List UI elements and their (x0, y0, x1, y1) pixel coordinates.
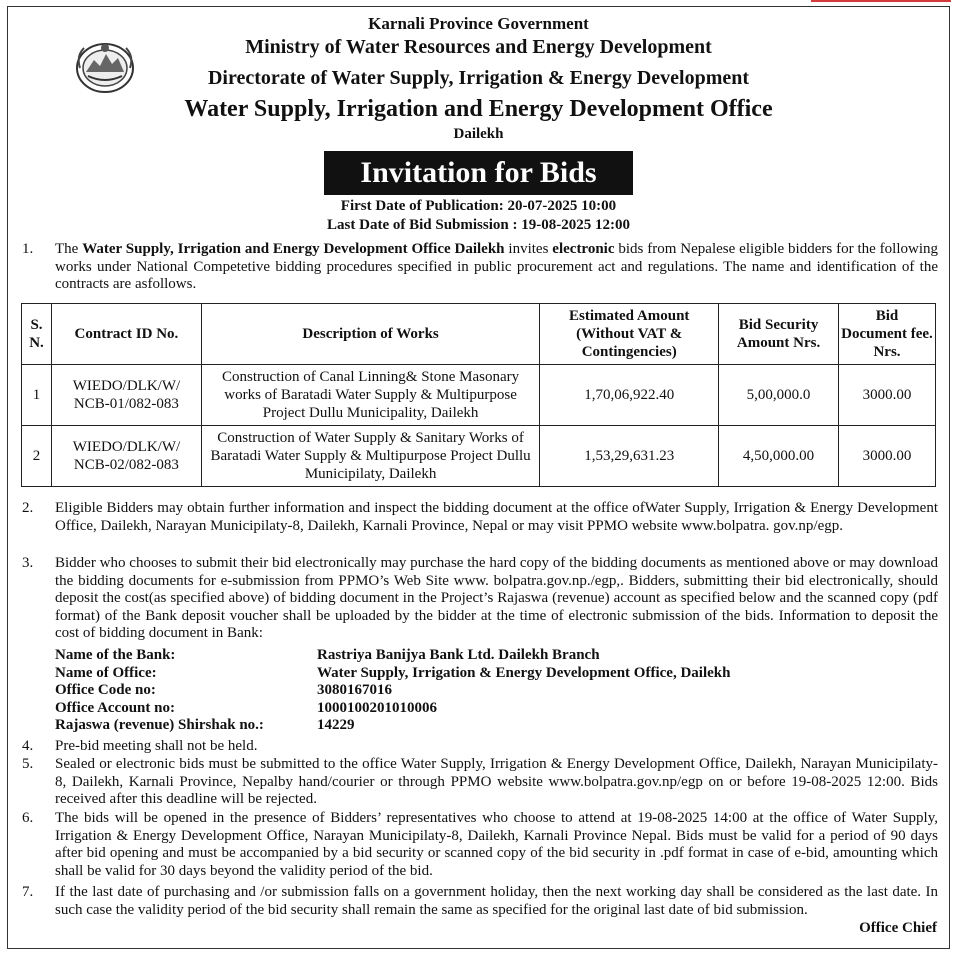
clause-number: 7. (22, 884, 34, 900)
office-account-value: 1000100201010006 (317, 699, 437, 716)
rajaswa-value: 14229 (317, 717, 355, 734)
publication-date: First Date of Publication: 20-07-2025 10:00 (340, 198, 617, 214)
cell-fee: 3000.00 (839, 365, 936, 426)
bank-name-value: Rastriya Banijya Bank Ltd. Dailekh Branch (317, 647, 600, 663)
clause-text-part: The (55, 241, 83, 257)
header-security: Bid Security Amount Nrs. (719, 304, 839, 365)
clause-number: 6. (22, 810, 34, 826)
table-row (22, 426, 936, 487)
header-fee: Bid Document fee. Nrs. (839, 304, 936, 365)
clause-number: 1. (22, 241, 34, 257)
clause-number: 5. (22, 756, 34, 772)
table-header-row (22, 304, 936, 365)
cell-contract: WIEDO/DLK/W/ NCB-02/082-083 (51, 426, 201, 487)
cell-sn: 2 (22, 426, 52, 487)
cell-security: 5,00,000.0 (719, 365, 839, 426)
cell-description: Construction of Water Supply & Sanitary Works of Baratadi Water Supply & Multipurpose Project Dullu Municipilaty, Dailekh (201, 426, 539, 487)
clause-text: If the last date of purchasing and /or submission falls on a government holiday, then the next working day shall be considered as the last date. In such case the validity period of the bid security shall remain the same as specified for the original last date of bid submission. (55, 884, 938, 918)
district-heading: Dailekh (453, 126, 504, 142)
clause-text-part: bids from Nepalese eligible bidders for the following works under National Competetive bidding procedures specified in public procurement act and regulations. The name and identification of the contracts are asfollows. (55, 241, 938, 293)
cell-sn: 1 (22, 365, 52, 426)
cell-security: 4,50,000.00 (719, 426, 839, 487)
header-description: Description of Works (201, 304, 539, 365)
clause-text: Sealed or electronic bids must be submitted to the office Water Supply, Irrigation & Energy Development Office, Dailekh, Narayan Municipilaty-8, Dailekh, Karnali Province, Nepalby hand/courier or through PPMO website www.bolpatra.gov.np/egp on or before 19-08-2025 12:00. Bids received after this deadline will be rejected. (55, 756, 938, 808)
page-title: Invitation for Bids (324, 151, 633, 195)
clause-number: 2. (22, 500, 34, 516)
clause-5 (22, 756, 938, 809)
office-name-bold: Water Supply, Irrigation and Energy Development Office Dailekh (82, 241, 505, 257)
submission-deadline: Last Date of Bid Submission : 19-08-2025 12:00 (327, 217, 630, 233)
clause-text-part: invites (504, 241, 553, 257)
office-code-label: Office Code no: (55, 682, 156, 699)
office-name-value: Water Supply, Irrigation & Energy Development Office, Dailekh (317, 664, 731, 681)
clause-2 (22, 500, 938, 535)
directorate-heading: Directorate of Water Supply, Irrigation & Energy Development (207, 67, 750, 89)
bank-name-label: Name of the Bank: (55, 647, 176, 663)
header-contract: Contract ID No. (51, 304, 201, 365)
clause-text: Pre-bid meeting shall not be held. (55, 738, 258, 754)
clause-6 (22, 810, 938, 880)
clause-number: 3. (22, 555, 34, 571)
top-accent-line (811, 0, 951, 2)
cell-fee: 3000.00 (839, 426, 936, 487)
header-sn: S. N. (22, 304, 52, 365)
header-amount: Estimated Amount (Without VAT & Contingencies) (540, 304, 719, 365)
ministry-heading: Ministry of Water Resources and Energy Development (245, 36, 712, 58)
office-code-value: 3080167016 (317, 682, 392, 699)
cell-description: Construction of Canal Linning& Stone Masonary works of Baratadi Water Supply & Multipurpose Project Dullu Municipality, Dailekh (201, 365, 539, 426)
clause-1 (22, 241, 938, 294)
signature: Office Chief (859, 920, 937, 936)
clause-text: Bidder who chooses to submit their bid electronically may purchase the hard copy of the bidding documents as mentioned above or may download the bidding documents for e-submission from PPMO’s Web Site www. bolpatra.gov.np./egp,. Bidders, submitting their bid electronically, should deposit the cost(as specified above) of bidding document in the Project’s Rajaswa (revenue) account as specified below and the scanned copy (pdf format) of the Bank deposit voucher shall be uploaded by the bidder at the time of electronic submission of the bids. Information to deposit the cost of bidding document in Bank: (55, 555, 938, 642)
clause-3 (22, 555, 938, 643)
clause-text (55, 241, 938, 294)
cell-amount: 1,70,06,922.40 (540, 365, 719, 426)
electronic-bold: electronic (552, 241, 615, 257)
clause-7 (22, 884, 938, 919)
office-name-label: Name of Office: (55, 664, 157, 681)
contracts-table (21, 303, 936, 487)
clause-text: The bids will be opened in the presence of Bidders’ representatives who choose to attend at 19-08-2025 14:00 at the office of Water Supply, Irrigation & Energy Development Office, Narayan Municipilaty-8, Dailekh, Karnali Province Nepal. Bids must be valid for a period of 90 days after bid opening and must be accompanied by a bid security or scanned copy of the bid security in .pdf format in case of e-bid, amounting which shall be valid for 30 days beyond the validity period of the bid. (55, 810, 938, 879)
table-row (22, 365, 936, 426)
cell-amount: 1,53,29,631.23 (540, 426, 719, 487)
province-heading: Karnali Province Government (368, 14, 589, 33)
cell-contract: WIEDO/DLK/W/ NCB-01/082-083 (51, 365, 201, 426)
clause-number: 4. (22, 738, 34, 754)
clause-4 (22, 738, 938, 756)
rajaswa-label: Rajaswa (revenue) Shirshak no.: (55, 717, 264, 734)
office-heading: Water Supply, Irrigation and Energy Development Office (184, 96, 773, 122)
clause-text: Eligible Bidders may obtain further information and inspect the bidding document at the office ofWater Supply, Irrigation & Energy Development Office, Dailekh, Narayan Municipilaty-8, Dailekh, Karnali Province, Nepal or may visit PPMO website www.bolpatra. gov.np/egp. (55, 500, 938, 534)
office-account-label: Office Account no: (55, 699, 175, 716)
